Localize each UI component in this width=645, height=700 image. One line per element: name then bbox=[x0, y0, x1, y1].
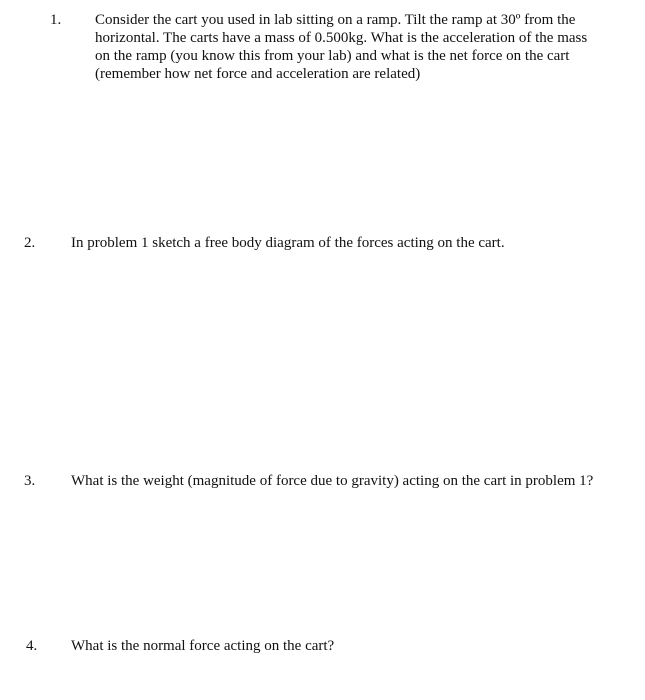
question-text-line: (remember how net force and acceleration are related) bbox=[95, 66, 421, 82]
question-text-line: What is the weight (magnitude of force due to gravity) acting on the cart in problem 1? bbox=[71, 473, 594, 489]
question-text bbox=[95, 11, 587, 83]
question-number: 4. bbox=[26, 638, 38, 654]
question-text bbox=[71, 472, 593, 490]
question-text-line: Consider the cart you used in lab sitting on a ramp. Tilt the ramp at 30º from the bbox=[95, 12, 576, 28]
question-text bbox=[71, 637, 334, 655]
question-text-line: In problem 1 sketch a free body diagram of the forces acting on the cart. bbox=[71, 235, 505, 251]
question-text bbox=[71, 234, 505, 252]
question-text-line: on the ramp (you know this from your lab) and what is the net force on the cart bbox=[95, 48, 570, 64]
question-number: 3. bbox=[24, 473, 36, 489]
question-text-line: horizontal. The carts have a mass of 0.500kg. What is the acceleration of the mass bbox=[95, 30, 588, 46]
question-number: 1. bbox=[50, 12, 62, 28]
question-text-line: What is the normal force acting on the cart? bbox=[71, 638, 335, 654]
question-number: 2. bbox=[24, 235, 36, 251]
